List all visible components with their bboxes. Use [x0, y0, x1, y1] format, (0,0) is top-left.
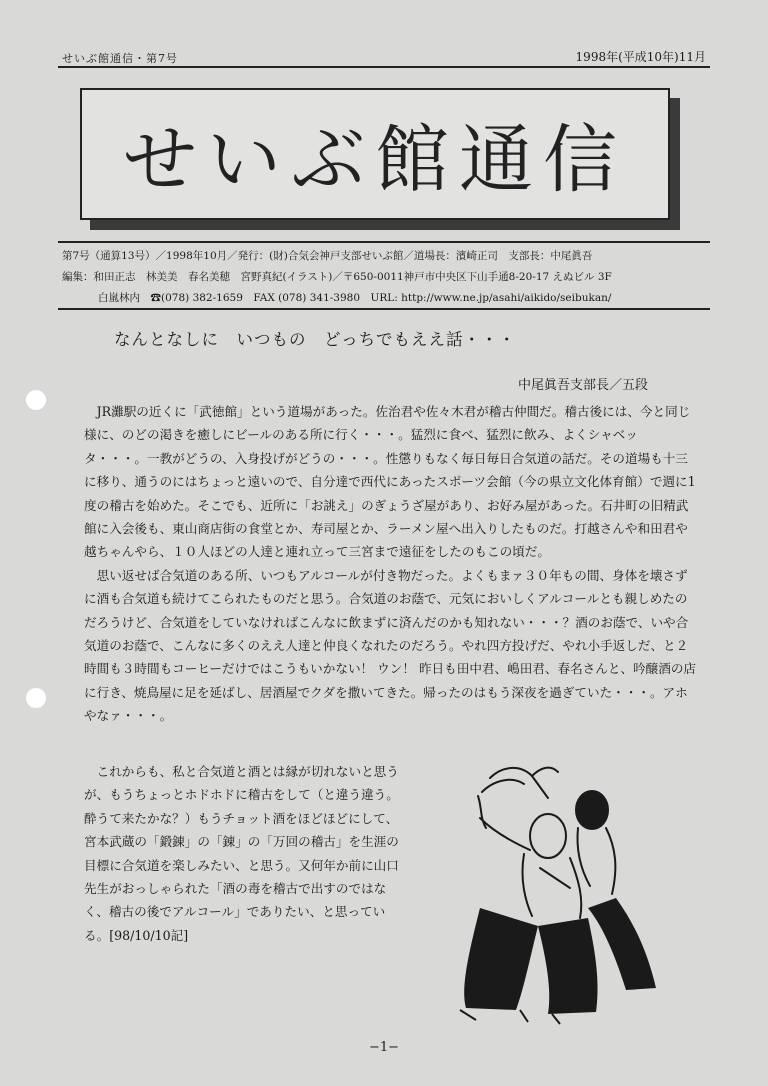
article-author: 中尾眞吾支部長／五段 [517, 378, 648, 393]
info-line-issue: 第7号（通算13号）／1998年10月／発行：(財)合気会神戸支部せいぶ館／道場長：濱崎正司 支部長：中尾眞吾 [62, 250, 593, 262]
issue-label: せいぶ館通信・第7号 [62, 52, 178, 65]
info-divider-bottom [58, 308, 710, 310]
issue-date: 1998年(平成10年)11月 [575, 50, 706, 64]
punch-hole [26, 688, 46, 708]
punch-hole [26, 390, 46, 410]
publication-info [62, 246, 712, 309]
info-line-contact: 白嵐林内 ☎(078) 382-1659 FAX (078) 341-3980 URL: http://www.ne.jp/asahi/aikido/seibukan/ [98, 292, 612, 304]
info-divider-top [58, 241, 710, 243]
top-divider [58, 66, 710, 68]
masthead-box [80, 88, 670, 220]
page-number: −1− [368, 1040, 400, 1055]
article-body-narrow [84, 760, 402, 947]
article-headline: なんとなしに いつもの どっちでもええ話・・・ [114, 330, 517, 349]
article-paragraph: 思い返せば合気道のある所、いつもアルコールが付き物だった。よくもまァ３０年もの間、身体を壊さずに酒も合気道も続けてこられたものだと思う。合気道のお蔭で、元気においしくアルコールとも親しめたのだろうけど、合気道をしていなければこんなに飲まずに済んだのかも知れない・・・？酒のお蔭で、いや合気道のお蔭で、こんなに多くのええ人達と仲良くなれたのだろう。やれ四方投げだ、やれ小手返しだ、と２時間も３時間もコーヒーだけではこうもいかない！ ウン！ 昨日も田中君、嶋田君、春名さんと、吟醸酒の店に行き、焼鳥屋に足を延ばし、居酒屋でクダを撒いてきた。帰ったのはもう深夜を過ぎていた・・・。アホやなァ・・・。 [84, 567, 697, 724]
aikido-throw-illustration-icon [420, 758, 660, 1026]
article-paragraph: これからも、私と合気道と酒とは縁が切れないと思うが、もうちょっとホドホドに稽古をして（と違う違う。酔うて来たかな？）もうチョット酒をほどほどにして、宮本武蔵の「鍛錬」の「錬」の「万回の稽古」を生涯の目標に合気道を楽しみたい、と思う。又何年か前に山口先生がおっしゃられた「酒の毒を稽古で出すのではなく、稽古の後でアルコール」でありたい、と思っている。[98/10/10記] [84, 764, 399, 943]
article-paragraph: JR灘駅の近くに「武徳館」という道場があった。佐治君や佐々木君が稽古仲間だ。稽古後には、今と同じ様に、のどの渇きを癒しにビールのある所に行く・・・。猛烈に食べ、猛烈に飲み、よくシャベッタ・・・。一教がどうの、入身投げがどうの・・・。性懲りもなく毎日毎日合気道の話だ。その道場も十三に移り、通うのにはちょっと遠いので、自分達で西代にあったスポーツ会館（今の県立文化体育館）で週に1度の稽古を始めた。そこでも、近所に「お誂え」のぎょうざ屋があり、お好み屋があった。石井町の旧精武館に入会後も、東山商店街の食堂とか、寿司屋とか、ラーメン屋へ出入りしたものだ。打越さんや和田君や越ちゃんやら、１０人ほどの人達と連れ立って三宮まで遠征をしたのもこの頃だ。 [84, 404, 696, 560]
article-body-full [84, 400, 696, 728]
masthead-title: せいぶ館通信 [123, 117, 627, 203]
info-line-editors: 編集：和田正志 林美美 春名美穂 宮野真紀(イラスト)／〒650-0011神戸市中央区下山手通8-20-17 えぬビル 3F [62, 271, 612, 283]
